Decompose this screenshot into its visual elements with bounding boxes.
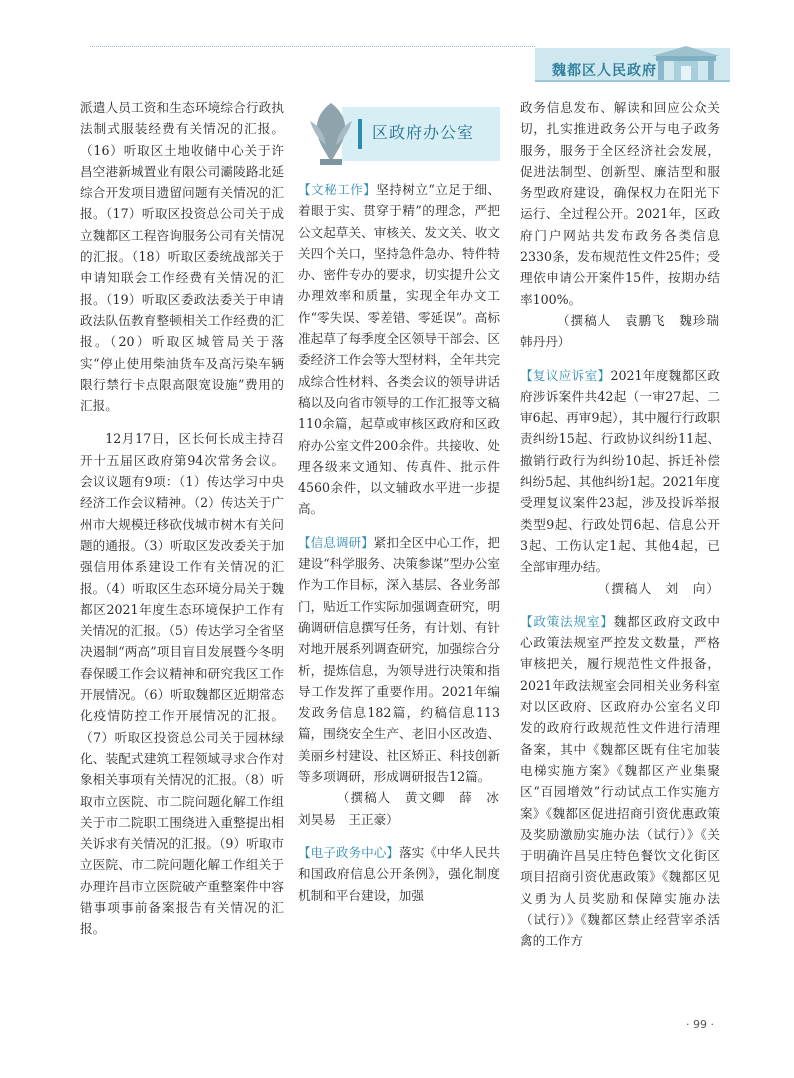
section-banner — [298, 97, 500, 171]
info-research-paragraph — [298, 532, 500, 788]
meeting-94-paragraph: 12月17日，区长何长成主持召开十五届区政府第94次常务会议。会议议题有9项：（1）传达学习中央经济工作会议精神。（2）传达关于广州市大规模迁移砍伐城市树木有关问题的通报。（3）听取区发改委关于加强信用体系建设工作有关情况的汇报。（4）听取区生态环境分局关于魏都区2021年度生态环境保护工作有关情况的汇报。（5）传达学习全省坚决遏制“两高”项目盲目发展暨今冬明春保暖工作会议精神和研究我区工作开展情况。（6）听取魏都区近期常态化疫情防控工作开展情况的汇报。（7）听取区投资总公司关于园林绿化、装配式建筑工程领域寻求合作对象相关事项有关情况的汇报。（8）听取市立医院、市二院问题化解工作组关于市二院职工围绕进入重整提出相关诉求有关情况的汇报。（9）听取市立医院、市二院问题化解工作组关于办理许昌市立医院破产重整案件中容错事项事前备案报告有关情况的汇报。 — [80, 431, 284, 937]
e-gov-center-continued: 政务信息发布、解读和回应公众关切，扎实推进政务公开与电子政务服务，服务于全区经济社会发展，促进法制型、创新型、廉洁型和服务型政府建设，确保权力在阳光下运行、全过程公开。2021年，区政府门户网站共发布政务各类信息2330条，发布规范性文件25件；受理依申请公开案件15件，按期办结率100%。 — [520, 100, 720, 307]
text-column-1 — [80, 97, 284, 940]
byline: （撰稿人 袁鹏飞 魏珍瑞 — [556, 312, 720, 328]
e-gov-center-body: 落实《中华人民共和国政府信息公开条例》，强化制度机制和平台建设，加强 — [298, 844, 501, 903]
archway-gate-icon — [650, 44, 722, 80]
header-rule — [90, 46, 535, 47]
review-litigation-tag: 【复议应诉室】 — [520, 367, 611, 383]
policy-regulations-tag: 【政策法规室】 — [520, 613, 614, 629]
byline: （撰稿人 黄文卿 薛 冰 — [336, 790, 500, 806]
review-litigation-paragraph — [520, 365, 720, 578]
header-title: 魏都区人民政府 — [552, 63, 657, 79]
byline: （撰稿人 刘 向） — [597, 580, 720, 596]
page-number: · 99 · — [686, 1018, 714, 1031]
e-gov-center-tag: 【电子政务中心】 — [298, 844, 400, 860]
text-column-2 — [298, 97, 500, 906]
info-research-tag: 【信息调研】 — [298, 534, 374, 550]
policy-regulations-paragraph — [520, 611, 720, 952]
review-litigation-body: 2021年度魏都区政府涉诉案件共42起（一审27起、二审6起、再审9起），其中履行行政职责纠纷15起、行政协议纠纷11起、撤销行政行为纠纷10起、拆迁补偿纠纷5起、其他纠纷1起。2021年度受理复议案件23起，涉及投诉举报类型9起、行政处罚6起、信息公开3起、工伤认定1起、其他4起，已全部审理办结。 — [520, 367, 720, 575]
secretarial-work-body: 坚持树立“立足于细、着眼于实、贯穿于精”的理念，严把公文起草关、审核关、发文关、收文关四个关口，坚持急件急办、特件特办、密件专办的要求，切实提升公文办理效率和质量，实现全年办文工作“零失误、零差错、零延误”。高标准起草了每季度全区领导干部会、区委经济工作会等大型材料，全年共完成综合性材料、各类会议的领导讲话稿以及向省市领导的工作汇报等文稿110余篇，起草或审核区政府和区政府办公室文件200余件。共接收、处理各级来文通知、传真件、批示件4560余件，以文辅政水平进一步提高。 — [298, 182, 500, 517]
byline-continued: 刘昊易 王正豪） — [298, 811, 399, 827]
phoenix-emblem-icon — [298, 97, 364, 169]
e-gov-center-paragraph — [298, 842, 500, 906]
text-column-3 — [520, 97, 720, 952]
policy-regulations-body: 魏都区政府文政中心政策法规室严控发文数量，严格审核把关，履行规范性文件报备，2021年政法规室会同相关业务科室对以区政府、区政府办公室名义印发的政府行政规范性文件进行清理备案，其中《魏都区既有住宅加装电梯实施方案》《魏都区产业集聚区“百园增效”行动试点工作实施方案》《魏都区促进招商引资优惠政策及奖励激励实施办法（试行）》《关于明确许昌吴庄特色餐饮文化街区项目招商引资优惠政策》《魏都区见义勇为人员奖励和保障实施办法（试行）》《魏都区禁止经营宰杀活禽的工作方 — [520, 613, 721, 949]
secretarial-work-tag: 【文秘工作】 — [298, 182, 377, 197]
secretarial-work-paragraph — [298, 179, 500, 520]
info-research-body: 紧扣全区中心工作，把建设“科学服务、决策参谋”型办公室作为工作目标，深入基层、各业务部门，贴近工作实际加强调查研究，明确调研信息撰写任务，有计划、有针对地开展系列调查研究，加强综合分析，提炼信息，为领导进行决策和指导工作发挥了重要作用。2021年编发政务信息182篇，约稿信息113篇，围绕安全生产、老旧小区改造、美丽乡村建设、社区矫正、科技创新等多项调研，形成调研报告12篇。 — [298, 534, 501, 785]
meeting-topics-continued: 派遣人员工资和生态环境综合行政执法制式服装经费有关情况的汇报。（16）听取区土地收储中心关于许昌空港新城置业有限公司灞陵路北延综合开发项目遗留问题有关情况的汇报。（17）听取区投资总公司关于成立魏都区工程咨询服务公司有关情况的汇报。（18）听取区委统战部关于申请知联会工作经费有关情况的汇报。（19）听取区委政法委关于申请政法队伍教育整顿相关工作经费的汇报。（20）听取区城管局关于落实“停止使用柴油货车及高污染车辆限行禁行卡点限高限宽设施”费用的汇报。 — [80, 100, 284, 414]
section-title: 区政府办公室 — [372, 123, 475, 142]
byline-continued: 韩丹丹） — [520, 334, 571, 350]
